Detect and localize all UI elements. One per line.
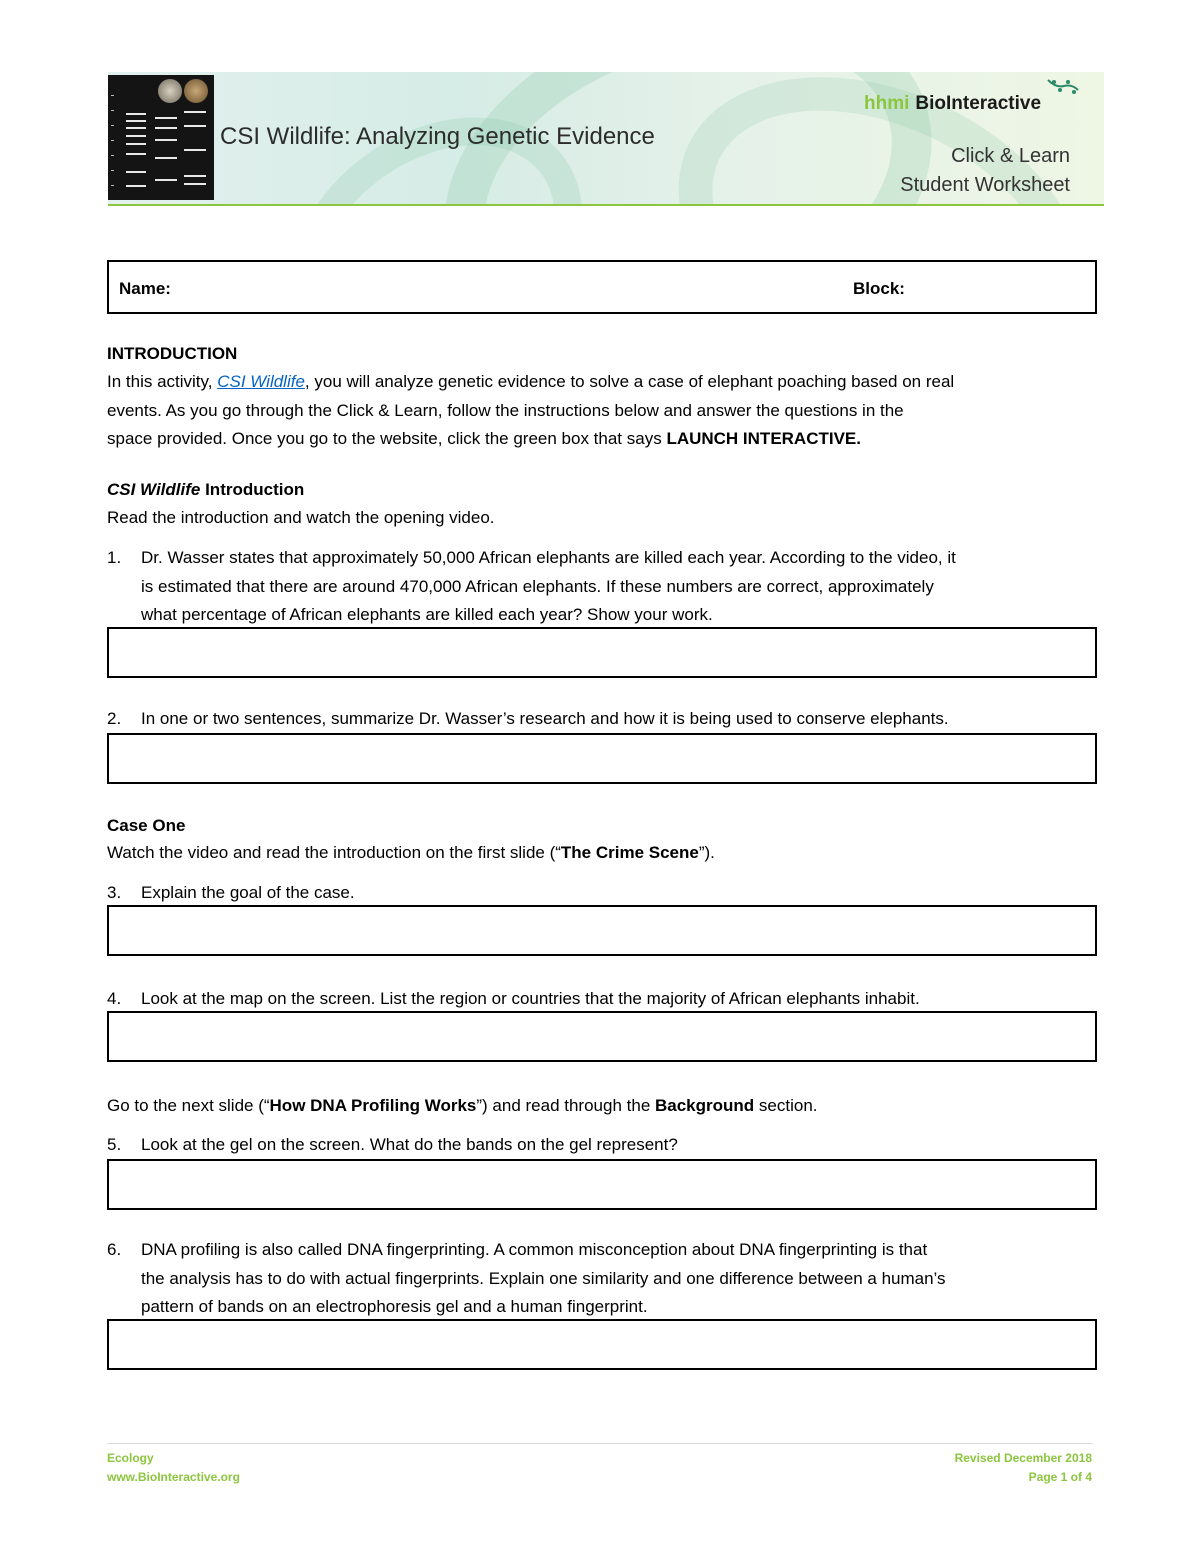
next-slide-instruction: Go to the next slide (“How DNA Profiling Works”) and read through the Background section.	[107, 1096, 818, 1115]
csi-intro-heading: CSI Wildlife Introduction	[107, 480, 305, 499]
question-text: Dr. Wasser states that approximately 50,000 African elephants are killed each year. According to the video, it	[141, 548, 956, 567]
question-2	[107, 705, 949, 734]
question-text: what percentage of African elephants are killed each year? Show your work.	[141, 605, 713, 624]
question-1	[107, 544, 956, 630]
question-text: DNA profiling is also called DNA fingerprinting. A common misconception about DNA fingerprinting is that	[141, 1240, 928, 1259]
subtitle-student-worksheet: Student Worksheet	[900, 174, 1070, 196]
question-number: 1.	[107, 548, 122, 567]
question-6	[107, 1236, 946, 1322]
question-text: Look at the map on the screen. List the region or countries that the majority of African elephants inhabit.	[141, 989, 920, 1008]
question-number: 4.	[107, 989, 122, 1008]
question-number: 5.	[107, 1135, 122, 1154]
question-3	[107, 879, 355, 908]
answer-box-1[interactable]	[107, 627, 1097, 678]
intro-paragraph-line: In this activity, CSI Wildlife, you will analyze genetic evidence to solve a case of elephant poaching based on real	[107, 372, 955, 391]
question-text: Explain the goal of the case.	[141, 883, 355, 902]
question-number: 2.	[107, 709, 122, 728]
logo-hhmi-text: hhmi	[864, 93, 910, 114]
footer-subject: Ecology	[107, 1451, 154, 1465]
hhmi-biointeractive-logo	[864, 93, 1041, 115]
worksheet-title: CSI Wildlife: Analyzing Genetic Evidence	[220, 123, 655, 150]
intro-paragraph-line: space provided. Once you go to the website, click the green box that says LAUNCH INTERACTIVE.	[107, 429, 861, 448]
elephant-photo-icon	[184, 79, 208, 103]
footer-divider	[107, 1443, 1093, 1444]
question-text: pattern of bands on an electrophoresis gel and a human fingerprint.	[141, 1297, 648, 1316]
gel-thumbnail-image	[108, 75, 214, 200]
footer-revised-date: Revised December 2018	[954, 1451, 1092, 1465]
subtitle-click-learn: Click & Learn	[951, 145, 1070, 167]
footer-website-link[interactable]: www.BioInteractive.org	[107, 1470, 240, 1484]
name-block-field[interactable]	[107, 260, 1097, 314]
sprig-logo-icon	[1046, 76, 1080, 98]
banner-underline	[108, 204, 1104, 206]
question-text: is estimated that there are around 470,000 African elephants. If these numbers are correct, approximately	[141, 576, 934, 596]
csi-wildlife-link[interactable]: CSI Wildlife	[217, 372, 305, 391]
question-text: Look at the gel on the screen. What do the bands on the gel represent?	[141, 1135, 678, 1154]
answer-box-2[interactable]	[107, 733, 1097, 784]
block-label: Block:	[853, 279, 905, 298]
introduction-heading: INTRODUCTION	[107, 344, 238, 363]
logo-biointeractive-text: BioInteractive	[915, 93, 1042, 114]
answer-box-3[interactable]	[107, 905, 1097, 956]
question-5	[107, 1131, 678, 1160]
question-text: In one or two sentences, summarize Dr. Wasser’s research and how it is being used to conserve elephants.	[141, 709, 949, 728]
answer-box-5[interactable]	[107, 1159, 1097, 1210]
case-one-heading: Case One	[107, 816, 186, 835]
question-number: 6.	[107, 1240, 122, 1259]
name-label: Name:	[119, 279, 171, 298]
question-text: the analysis has to do with actual fingerprints. Explain one similarity and one difference between a human’s	[141, 1268, 946, 1288]
elephant-photo-icon	[158, 79, 182, 103]
csi-intro-instruction: Read the introduction and watch the opening video.	[107, 508, 495, 527]
question-number: 3.	[107, 883, 122, 902]
case-one-instruction: Watch the video and read the introduction on the first slide (“The Crime Scene”).	[107, 843, 715, 862]
footer-page-number: Page 1 of 4	[1028, 1470, 1092, 1484]
question-4	[107, 985, 920, 1014]
intro-paragraph-line: events. As you go through the Click & Learn, follow the instructions below and answer the questions in the	[107, 401, 904, 420]
answer-box-6[interactable]	[107, 1319, 1097, 1370]
answer-box-4[interactable]	[107, 1011, 1097, 1062]
